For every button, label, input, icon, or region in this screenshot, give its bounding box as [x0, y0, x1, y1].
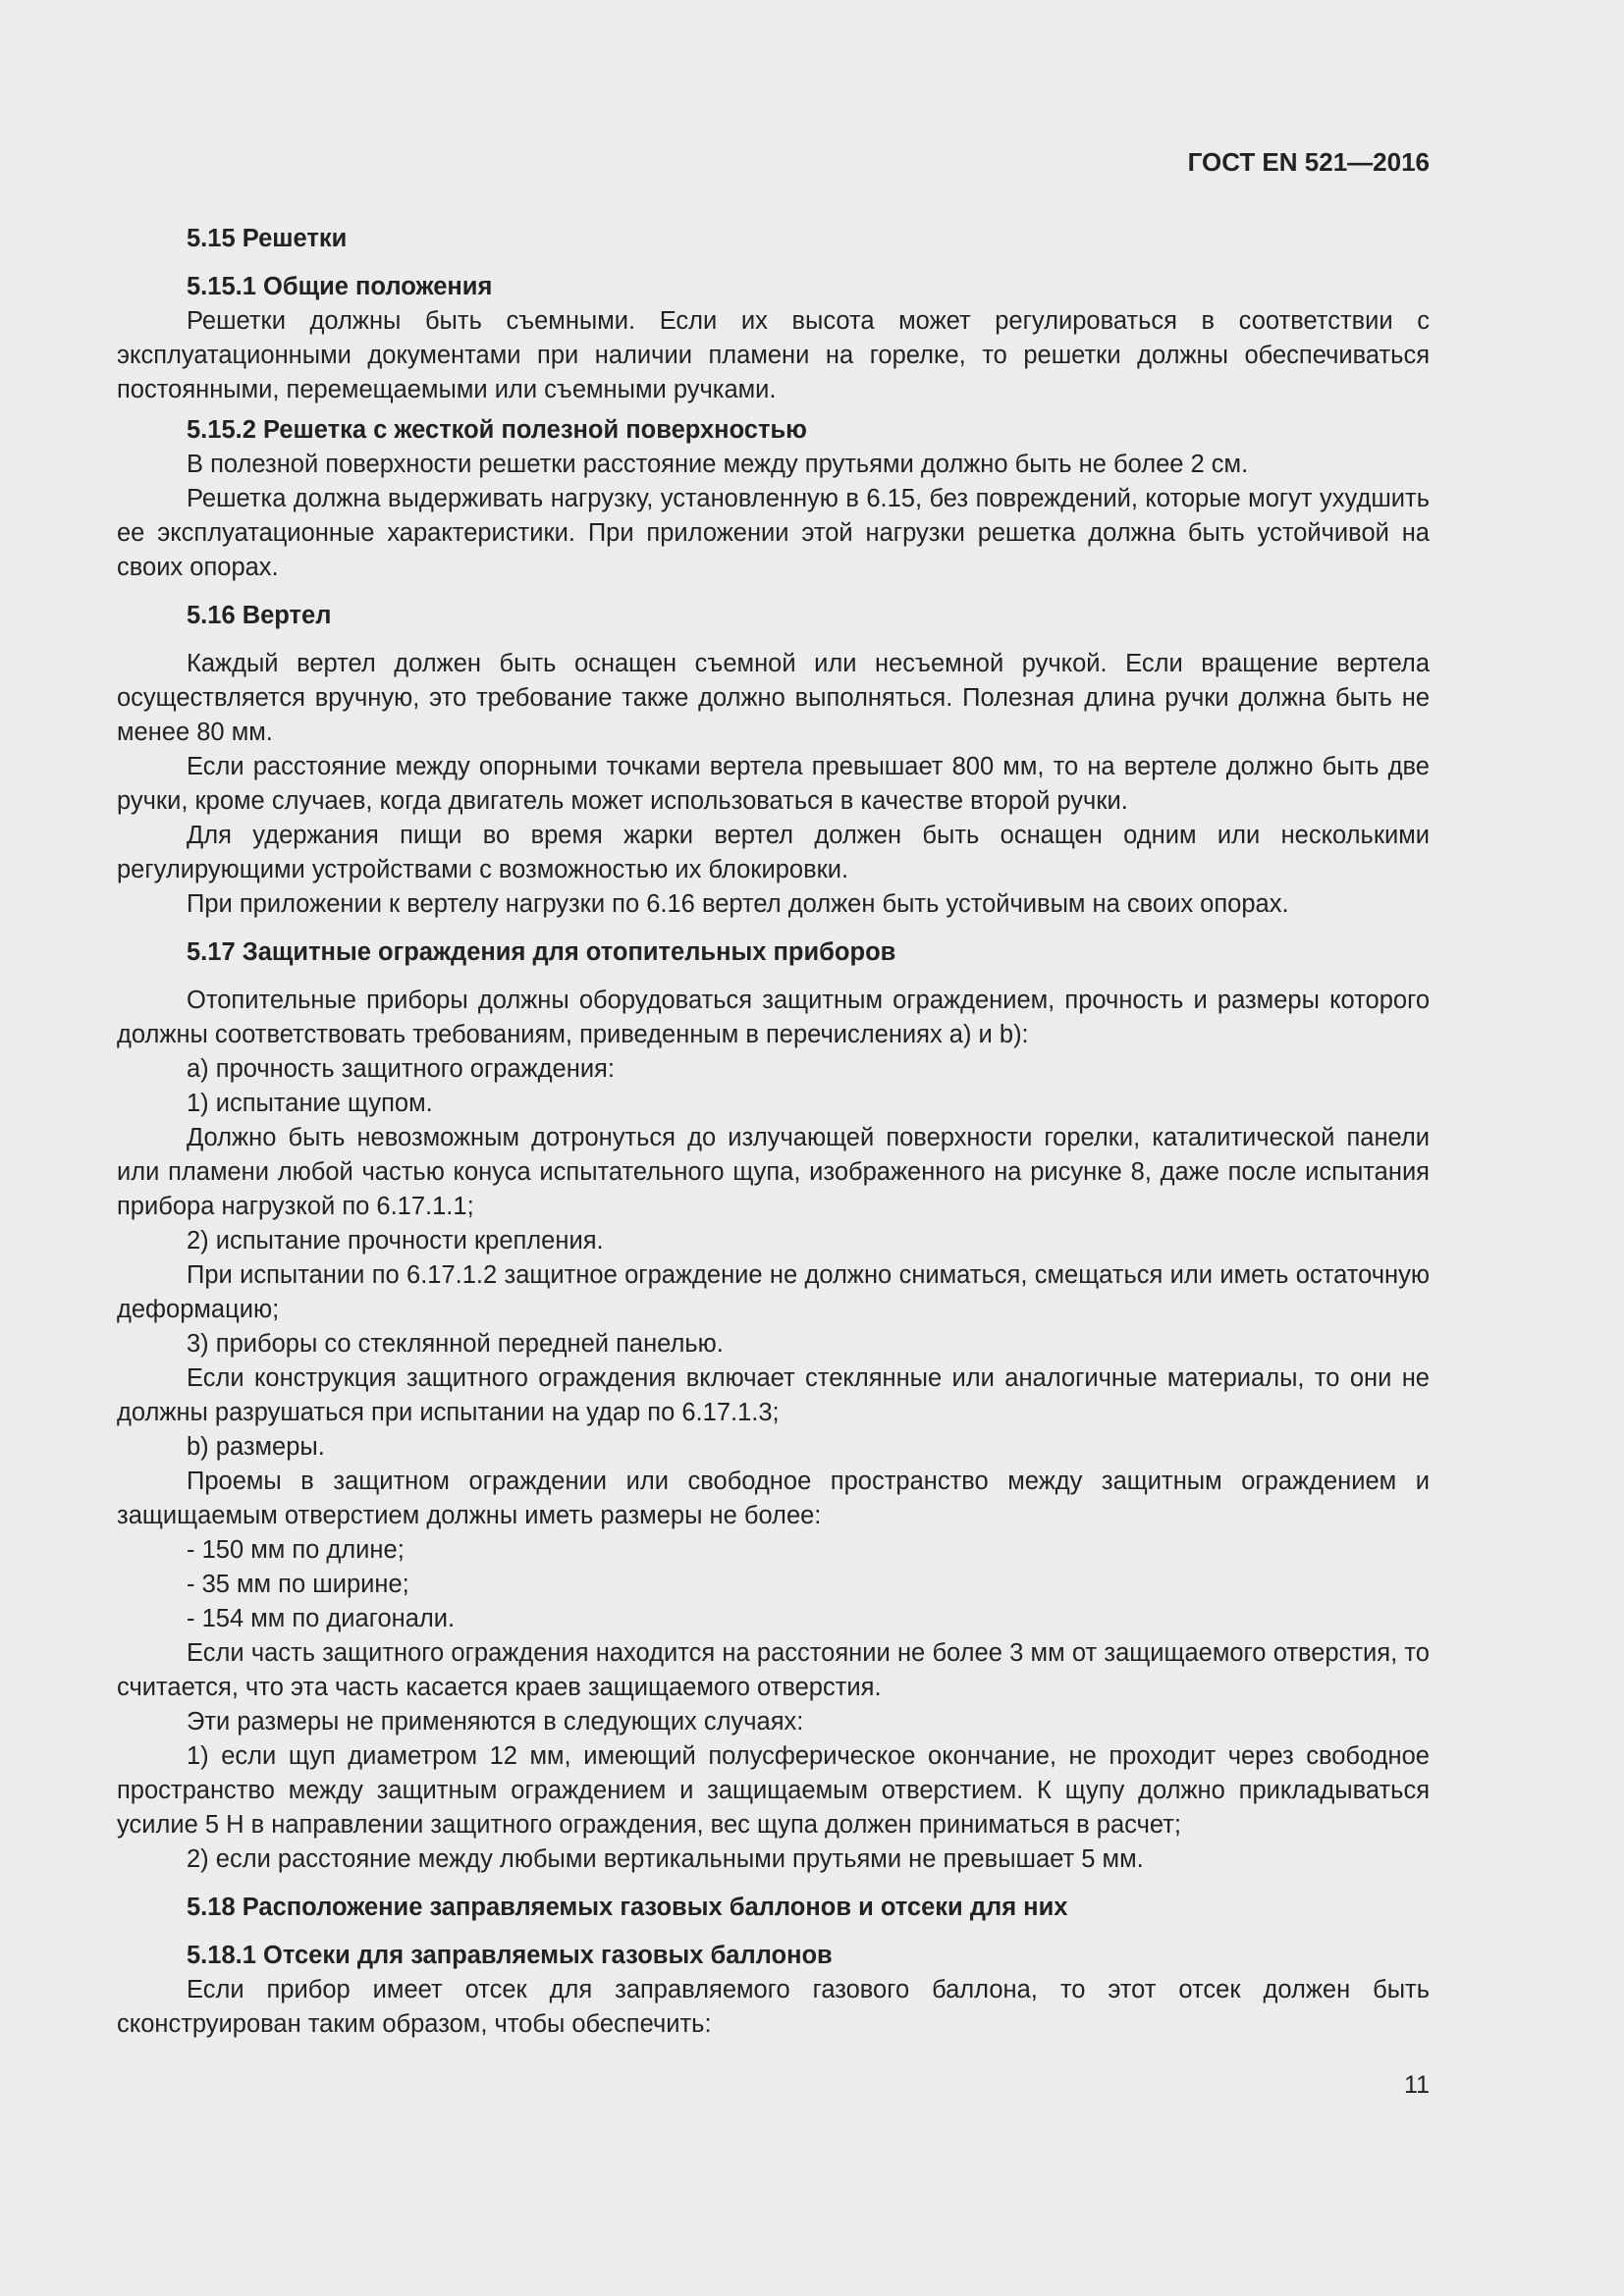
paragraph: Решетки должны быть съемными. Если их высота может регулироваться в соответствии с эксплуатационными документами при наличии пламени на горелке, то решетки должны обеспечиваться постоянными, перемещаемыми или съемными ручками.: [117, 307, 1430, 403]
section-heading-5-17: 5.17 Защитные ограждения для отопительных приборов: [187, 938, 896, 966]
list-item: a) прочность защитного ограждения:: [187, 1055, 615, 1083]
paragraph: Каждый вертел должен быть оснащен съемной или несъемной ручкой. Если вращение вертела осуществляется вручную, это требование также должно выполняться. Полезная длина ручки должна быть не менее 80 мм.: [117, 650, 1430, 746]
paragraph: Для удержания пищи во время жарки вертел должен быть оснащен одним или несколькими регулирующими устройствами с возможностью их блокировки.: [117, 822, 1430, 883]
section-heading-5-15-1: 5.15.1 Общие положения: [187, 273, 493, 300]
list-item: 2) испытание прочности крепления.: [187, 1227, 604, 1255]
page-number: 11: [1404, 2071, 1430, 2099]
paragraph: Если расстояние между опорными точками вертела превышает 800 мм, то на вертеле должно быть две ручки, кроме случаев, когда двигатель может использоваться в качестве второй ручки.: [117, 753, 1430, 815]
paragraph: Если конструкция защитного ограждения включает стеклянные или аналогичные материалы, то они не должны разрушаться при испытании на удар по 6.17.1.3;: [117, 1364, 1430, 1426]
paragraph: 2) если расстояние между любыми вертикальными прутьями не превышает 5 мм.: [187, 1845, 1144, 1873]
section-heading-5-18: 5.18 Расположение заправляемых газовых баллонов и отсеки для них: [187, 1894, 1068, 1921]
paragraph: Решетка должна выдерживать нагрузку, установленную в 6.15, без повреждений, которые могут ухудшить ее эксплуатационные характеристики. При приложении этой нагрузки решетка должна быть устойчивой на своих опорах.: [117, 485, 1430, 581]
paragraph: При испытании по 6.17.1.2 защитное ограждение не должно сниматься, смещаться или иметь остаточную деформацию;: [117, 1261, 1430, 1323]
paragraph: Проемы в защитном ограждении или свободное пространство между защитным ограждением и защищаемым отверстием должны иметь размеры не более:: [117, 1468, 1430, 1529]
document-body: [117, 222, 1430, 2042]
dash-list-item: - 154 мм по диагонали.: [187, 1605, 456, 1632]
list-item: 3) приборы со стеклянной передней панелью.: [187, 1330, 724, 1358]
paragraph: Если часть защитного ограждения находится на расстоянии не более 3 мм от защищаемого отверстия, то считается, что эта часть касается краев защищаемого отверстия.: [117, 1639, 1430, 1701]
paragraph: Отопительные приборы должны оборудоваться защитным ограждением, прочность и размеры которого должны соответствовать требованиям, приведенным в перечислениях a) и b):: [117, 987, 1430, 1048]
paragraph: Должно быть невозможным дотронуться до излучающей поверхности горелки, каталитической панели или пламени любой частью конуса испытательного щупа, изображенного на рисунке 8, даже после испытания прибора нагрузкой по 6.17.1.1;: [117, 1124, 1430, 1220]
paragraph: При приложении к вертелу нагрузки по 6.16 вертел должен быть устойчивым на своих опорах.: [187, 890, 1289, 918]
list-item: b) размеры.: [187, 1433, 325, 1461]
list-item: 1) испытание щупом.: [187, 1090, 433, 1117]
section-heading-5-16: 5.16 Вертел: [187, 602, 332, 629]
paragraph: В полезной поверхности решетки расстояние между прутьями должно быть не более 2 см.: [187, 451, 1249, 478]
section-heading-5-15-2: 5.15.2 Решетка с жесткой полезной поверхностью: [187, 416, 807, 444]
paragraph: 1) если щуп диаметром 12 мм, имеющий полусферическое окончание, не проходит через свободное пространство между защитным ограждением и защищаемым отверстием. К щупу должно прикладываться усилие 5 Н в направлении защитного ограждения, вес щупа должен приниматься в расчет;: [117, 1742, 1430, 1839]
section-heading-5-15: 5.15 Решетки: [187, 225, 348, 252]
dash-list-item: - 150 мм по длине;: [187, 1536, 405, 1564]
section-heading-5-18-1: 5.18.1 Отсеки для заправляемых газовых баллонов: [187, 1942, 833, 1969]
paragraph: Эти размеры не применяются в следующих случаях:: [187, 1708, 804, 1735]
dash-list-item: - 35 мм по ширине;: [187, 1571, 409, 1598]
paragraph: Если прибор имеет отсек для заправляемого газового баллона, то этот отсек должен быть сконструирован таким образом, чтобы обеспечить:: [117, 1976, 1430, 2038]
document-code: ГОСТ EN 521—2016: [1187, 147, 1430, 177]
